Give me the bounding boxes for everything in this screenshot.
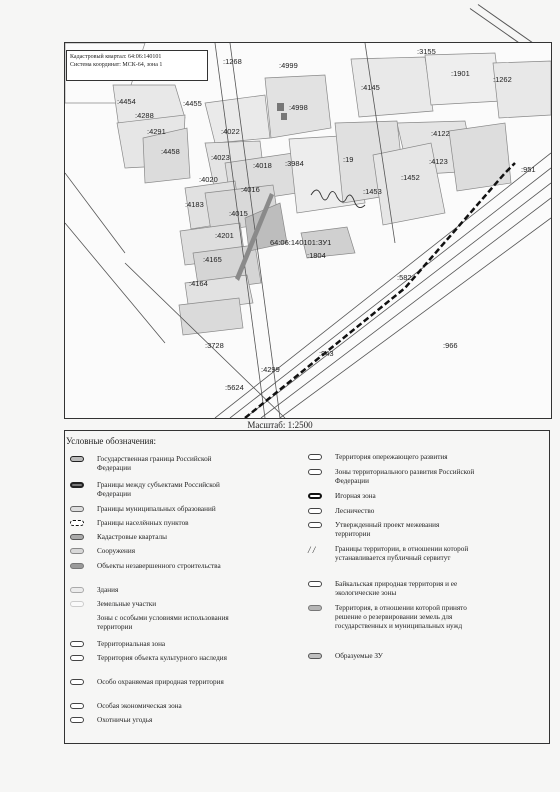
parcel-label[interactable]: :4145	[361, 83, 380, 92]
legend-symbol	[70, 601, 84, 607]
legend-item: Объекты незавершенного строительства	[70, 562, 237, 571]
legend-item: Границы муниципальных образований	[70, 505, 237, 514]
parcel-shapes	[65, 43, 551, 335]
parcel-label[interactable]: :4299	[261, 365, 280, 374]
legend-item: Границы населённых пунктов	[70, 519, 237, 528]
legend-item: Особая экономическая зона	[70, 702, 237, 711]
legend-item: Сооружения	[70, 547, 237, 556]
legend-item: Байкальская природная территория и ее экологические зоны	[308, 580, 475, 598]
parcel-label[interactable]: :1262	[493, 75, 512, 84]
map-scale: Масштаб: 1:2500	[247, 420, 313, 430]
parcel-label[interactable]: :4458	[161, 147, 180, 156]
legend-item: Лесничество	[308, 507, 475, 516]
cadastral-quarter: Кадастровый квартал: 64:06:140101	[70, 54, 162, 60]
parcel-label[interactable]: :4454	[117, 97, 136, 106]
parcel-label[interactable]: :4015	[229, 209, 248, 218]
legend-symbol	[308, 508, 322, 514]
parcel-label[interactable]: :4998	[289, 103, 308, 112]
legend-symbol	[70, 655, 84, 661]
legend-symbol	[308, 581, 322, 587]
legend-symbol	[308, 522, 322, 528]
legend-item: Территориальная зона	[70, 640, 237, 649]
legend-symbol	[308, 469, 322, 475]
parcel-label[interactable]: :4122	[431, 129, 450, 138]
parcel-label[interactable]: :4201	[215, 231, 234, 240]
legend-item: Территория опережающего развития	[308, 453, 475, 462]
legend-symbol: / /	[308, 545, 316, 555]
parcel-label[interactable]: :4018	[253, 161, 272, 170]
legend-symbol	[308, 605, 322, 611]
parcel-label[interactable]: :4022	[221, 127, 240, 136]
legend-symbol	[308, 493, 322, 499]
parcel-label[interactable]: :3155	[417, 47, 436, 56]
parcel-label[interactable]: :4023	[211, 153, 230, 162]
legend-item: Территория объекта культурного наследия	[70, 654, 237, 663]
parcel-label[interactable]: :4288	[135, 111, 154, 120]
legend-item: Государственная граница Российской Федерации	[70, 455, 237, 473]
legend-title: Условные обозначения:	[66, 436, 157, 446]
legend-item: Образуемые ЗУ	[308, 652, 475, 661]
legend-symbol	[70, 703, 84, 709]
zu1-label[interactable]: 64:06:140101:ЗУ1	[270, 238, 332, 247]
map-header	[66, 50, 208, 81]
parcel-label[interactable]: :4183	[185, 200, 204, 209]
parcel-label[interactable]: :4123	[429, 157, 448, 166]
legend-item: Кадастровые кварталы	[70, 533, 237, 542]
parcel-label[interactable]: :4020	[199, 175, 218, 184]
legend-symbol	[70, 520, 84, 526]
parcel-label[interactable]: :1901	[451, 69, 470, 78]
legend-symbol	[70, 482, 84, 488]
parcel-label[interactable]: :4164	[189, 279, 208, 288]
legend-symbol	[70, 548, 84, 554]
legend-item: Охотничьи угодья	[70, 716, 237, 725]
legend-symbol	[70, 679, 84, 685]
legend-symbol	[70, 587, 84, 593]
parcel-label[interactable]: :1804	[307, 251, 326, 260]
parcel-label[interactable]: :582	[397, 273, 412, 282]
legend-symbol	[70, 717, 84, 723]
legend-item: Границы между субъектами Российской Федерации	[70, 481, 237, 499]
legend-item: Игорная зона	[308, 492, 475, 501]
legend-item: Здания	[70, 586, 237, 595]
parcel-label[interactable]: :4291	[147, 127, 166, 136]
parcel-label[interactable]: :4016	[241, 185, 260, 194]
legend-item: Земельные участки	[70, 600, 237, 609]
legend-symbol	[70, 456, 84, 462]
legend-item: / / Границы территории, в отношении которой устанавливается публичный сервитут	[308, 545, 469, 562]
legend-item: Зоны с особыми условиями использования территории	[70, 614, 237, 632]
parcel-label[interactable]: :19	[343, 155, 354, 164]
parcel-label[interactable]: :966	[443, 341, 458, 350]
cadastral-map[interactable]	[64, 42, 552, 419]
legend-item: Территория, в отношении которой принято решение о резервировании земель для государственных и муниципальных нужд	[308, 604, 475, 631]
legend-item: Зоны территориального развития Российской Федерации	[308, 468, 475, 486]
coordinate-system: Система координат: МСК-64, зона 1	[70, 62, 163, 68]
parcel-label[interactable]: :3984	[285, 159, 304, 168]
legend-symbol	[308, 653, 322, 659]
legend-symbol	[70, 641, 84, 647]
parcel-label[interactable]: :1453	[363, 187, 382, 196]
parcel-label[interactable]: :951	[521, 165, 536, 174]
parcel-label[interactable]: :3728	[205, 341, 224, 350]
parcel-label[interactable]: :4165	[203, 255, 222, 264]
legend-symbol	[70, 534, 84, 540]
parcel-label[interactable]: :1268	[223, 57, 242, 66]
legend-symbol	[70, 563, 84, 569]
parcel-label[interactable]: :4999	[279, 61, 298, 70]
legend-symbol	[70, 615, 84, 621]
parcel-label[interactable]: :5624	[225, 383, 244, 392]
legend-item: Особо охраняемая природная территория	[70, 678, 237, 687]
parcel-label[interactable]: :943	[319, 349, 334, 358]
map-drawing	[65, 43, 551, 418]
legend-symbol	[308, 454, 322, 460]
legend-item: Утвержденный проект межевания территории	[308, 521, 475, 539]
parcel-label[interactable]: :4455	[183, 99, 202, 108]
parcel-label[interactable]: :1452	[401, 173, 420, 182]
legend-symbol	[70, 506, 84, 512]
